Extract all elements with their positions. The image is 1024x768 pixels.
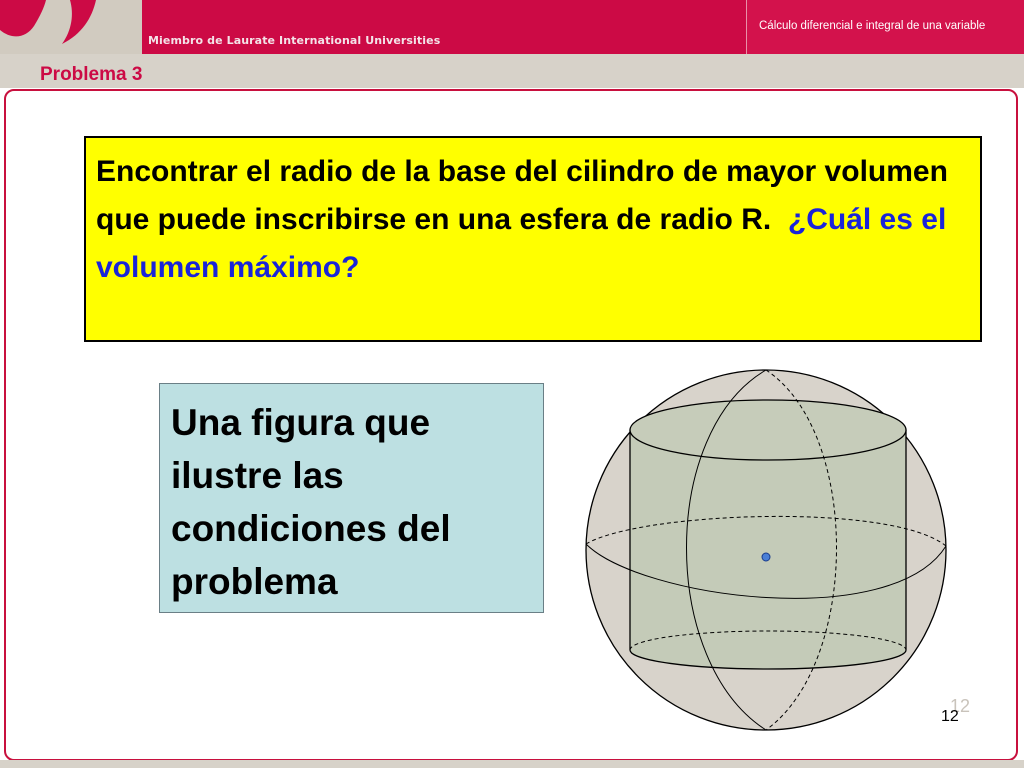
sphere-cylinder-figure [580,362,952,738]
center-point [762,553,770,561]
title-band [0,54,1024,88]
slide-title: Problema 3 [40,64,143,85]
bottom-band [0,760,1024,768]
course-title: Cálculo diferencial e integral de una variable [759,20,986,32]
statement-text: Encontrar el radio de la base del cilindro de mayor volumen que puede inscribirse en una esfera de radio R. [96,155,948,236]
page-number-ghost: 12 [950,696,971,716]
header-bar [0,0,1024,54]
member-text: Miembro de Laurate International Universities [148,34,441,47]
problem-statement [84,136,982,342]
course-title-box [746,0,1024,54]
page-number: 12 [941,708,959,725]
university-logo [0,0,142,54]
cylinder-top [630,400,906,460]
figure-caption: Una figura que ilustre las condiciones del problema [159,383,544,613]
logo-swoosh-icon [0,0,142,54]
statement-question: ¿Cuál es el volumen máximo? [96,203,947,284]
